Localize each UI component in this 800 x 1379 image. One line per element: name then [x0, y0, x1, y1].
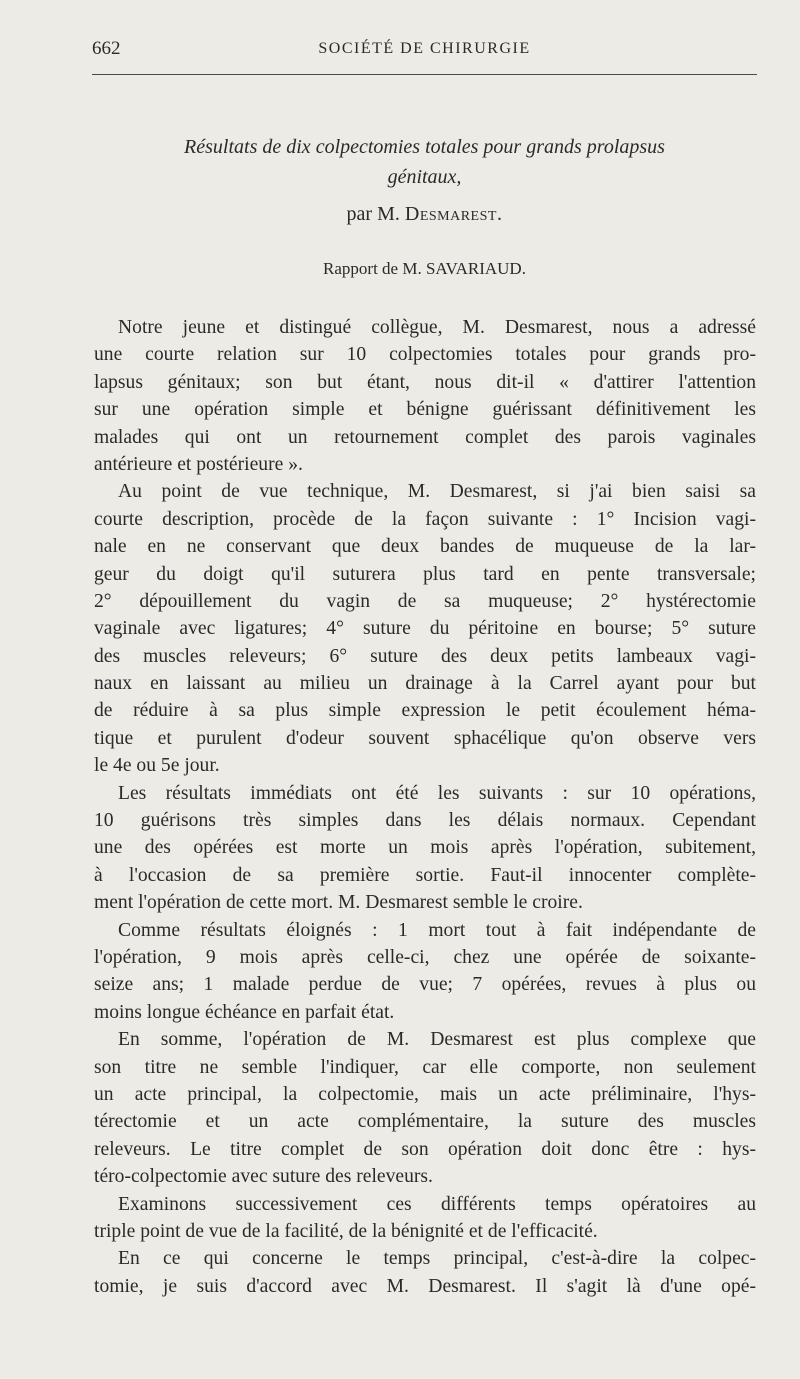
- text-line: malades qui ont un retournement complet des parois vaginales: [94, 426, 756, 448]
- text-line: à l'occasion de sa première sortie. Faut-il innocenter complète-: [94, 864, 756, 886]
- text-line: vaginale avec ligatures; 4° suture du péritoine en bourse; 5° suture: [94, 618, 756, 640]
- text-line: lapsus génitaux; son but étant, nous dit-il « d'attirer l'attention: [94, 371, 756, 393]
- page-number: 662: [92, 38, 121, 59]
- text-line: moins longue échéance en parfait état.: [94, 1001, 395, 1023]
- text-line: Comme résultats éloignés : 1 mort tout à fait indépendante de: [118, 919, 756, 941]
- text-line: tomie, je suis d'accord avec M. Desmarest. Il s'agit là d'une opé-: [94, 1275, 756, 1297]
- text-line: Les résultats immédiats ont été les suivants : sur 10 opérations,: [118, 782, 756, 804]
- text-line: triple point de vue de la facilité, de la bénignité et de l'efficacité.: [94, 1220, 598, 1242]
- text-line: sur une opération simple et bénigne guérissant définitivement les: [94, 399, 756, 421]
- text-line: de réduire à sa plus simple expression le petit écoulement héma-: [94, 700, 756, 722]
- text-line: Au point de vue technique, M. Desmarest, si j'ai bien saisi sa: [118, 481, 756, 503]
- article-title: [92, 132, 757, 192]
- text-line: Notre jeune et distingué collègue, M. Desmarest, nous a adressé: [118, 317, 756, 338]
- text-line: térectomie et un acte complémentaire, la suture des muscles: [94, 1111, 756, 1133]
- text-line: tique et purulent d'odeur souvent sphacélique qu'on observe vers: [94, 727, 756, 749]
- title-line: Résultats de dix colpectomies totales pour grands prolapsus: [184, 136, 665, 158]
- text-line: releveurs. Le titre complet de son opération doit donc être : hys-: [94, 1138, 756, 1160]
- page-header: [92, 38, 757, 64]
- text-line: En somme, l'opération de M. Desmarest est plus complexe que: [118, 1029, 756, 1051]
- text-line: des muscles releveurs; 6° suture des deux petits lambeaux vagi-: [94, 645, 756, 667]
- title-line: génitaux,: [387, 166, 462, 188]
- author-prefix: par M.: [346, 203, 400, 225]
- text-line: nale en ne conservant que deux bandes de muqueuse de la lar-: [94, 536, 756, 558]
- text-line: Examinons successivement ces différents temps opératoires au: [118, 1193, 756, 1215]
- text-line: une des opérées est morte un mois après l'opération, subitement,: [94, 837, 756, 859]
- text-line: l'opération, 9 mois après celle-ci, chez une opérée de soixante-: [94, 946, 756, 968]
- text-line: ment l'opération de cette mort. M. Desmarest semble le croire.: [94, 892, 583, 914]
- text-line: 10 guérisons très simples dans les délais normaux. Cependant: [94, 810, 756, 832]
- text-line: courte description, procède de la façon suivante : 1° Incision vagi-: [94, 508, 756, 530]
- text-line: geur du doigt qu'il suturera plus tard en pente transversale;: [94, 563, 756, 585]
- text-line: naux en laissant au milieu un drainage à la Carrel ayant pour but: [94, 673, 756, 695]
- running-head: SOCIÉTÉ DE CHIRURGIE: [318, 40, 531, 57]
- rapport-line: Rapport de M. SAVARIAUD.: [323, 259, 526, 278]
- body-text: [94, 314, 756, 1300]
- text-line: 2° dépouillement du vagin de sa muqueuse; 2° hystérectomie: [94, 590, 756, 612]
- text-line: un acte principal, la colpectomie, mais un acte préliminaire, l'hys-: [94, 1083, 756, 1105]
- text-line: antérieure et postérieure ».: [94, 453, 303, 475]
- text-line: une courte relation sur 10 colpectomies totales pour grands pro-: [94, 344, 756, 366]
- text-line: En ce qui concerne le temps principal, c'est-à-dire la colpec-: [118, 1248, 756, 1270]
- article-author: [92, 203, 757, 226]
- text-line: son titre ne semble l'indiquer, car elle comporte, non seulement: [94, 1056, 756, 1078]
- text-line: téro-colpectomie avec suture des releveurs.: [94, 1166, 433, 1188]
- header-rule: [92, 74, 757, 75]
- text-line: le 4e ou 5e jour.: [94, 755, 220, 777]
- author-name: Desmarest.: [404, 203, 503, 225]
- text-line: seize ans; 1 malade perdue de vue; 7 opérées, revues à plus ou: [94, 974, 756, 996]
